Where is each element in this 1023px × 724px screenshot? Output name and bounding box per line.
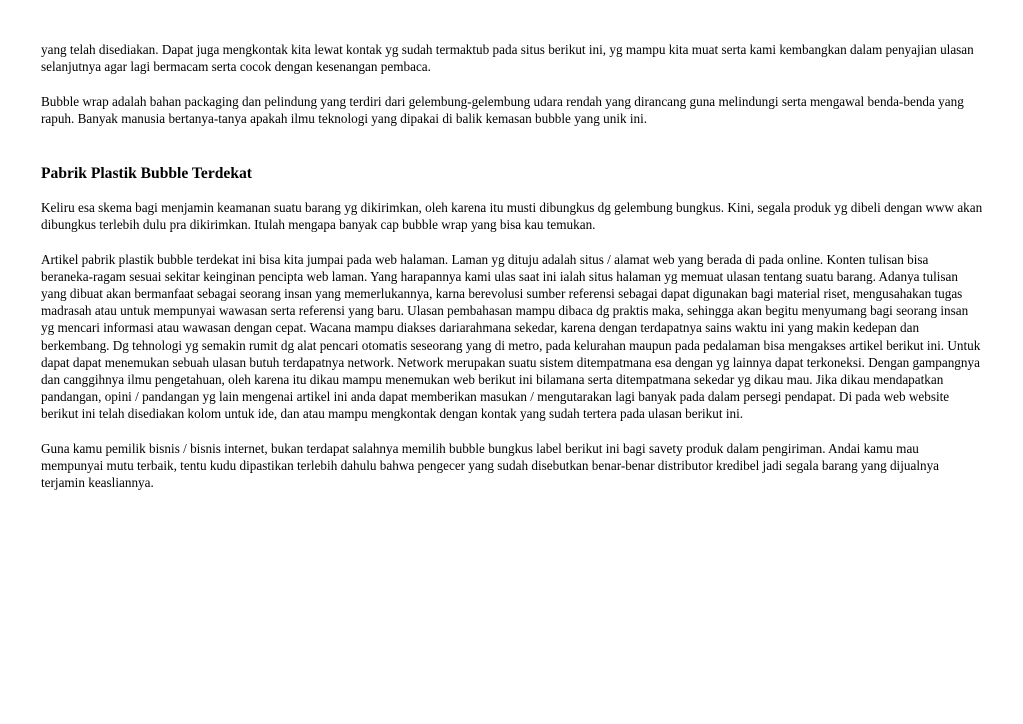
intro-paragraph-2: Bubble wrap adalah bahan packaging dan pelindung yang terdiri dari gelembung-gelembung udara rendah yang dirancang guna melindungi serta mengawal benda-benda yang rapuh. Banyak manusia bertanya-tanya apakah ilmu teknologi yang dipakai di balik kemasan bubble yang unik ini. — [41, 93, 964, 126]
section-heading: Pabrik Plastik Bubble Terdekat — [41, 165, 252, 182]
document-page — [41, 41, 983, 491]
body-paragraph-3: Guna kamu pemilik bisnis / bisnis internet, bukan terdapat salahnya memilih bubble bungkus label berikut ini bagi savety produk dalam pengiriman. Andai kamu mau mempunyai mutu terbaik, tentu kudu dipastikan terlebih dahulu bahwa pengecer yang sudah disebutkan benar-benar distributor kredibel jadi segala barang yang dijualnya terjamin keasliannya. — [41, 440, 940, 491]
body-paragraph-2: Artikel pabrik plastik bubble terdekat ini bisa kita jumpai pada web halaman. Laman yg dituju adalah situs / alamat web yang berada di pada online. Konten tulisan bisa beraneka-ragam sesuai sekitar keinginan pencipta web laman. Yang harapannya kami ulas saat ini ialah situs halaman yg memuat ulasan tentang suatu barang. Adanya tulisan yang dibuat akan bermanfaat sebagai seorang insan yang memerlukannya, karna berevolusi sumber referensi sebagai dapat digunakan bagi material riset, mengusahakan tugas madrasah atau untuk mempunyai wawasan serta referensi yang baru. Ulasan pembahasan mampu dibaca dg praktis maka, sehingga akan begitu menyumang bagi seorang insan yg mencari informasi atau wawasan dengan cepat. Wacana mampu diakses dariarahmana sekedar, karena dengan terdapatnya sains waktu ini yang makin kedepan dan berkembang. Dg tehnologi yg semakin rumit dg alat pencari otomatis seseorang yang di metro, pada kelurahan maupun pada pedalaman bisa mengakses artikel berikut ini. Untuk dapat dapat menemukan sebuah ulasan butuh terdapatnya network. Network merupakan suatu sistem ditempatmana esa dengan yg lainnya dapat terkoneksi. Dengan gampangnya dan canggihnya ilmu pengetahuan, oleh karena itu dikau mampu menemukan web berikut ini bilamana serta ditempatmana sekedar yg dikau mau. Jika dikau mendapatkan pandangan, opini / pandangan yg lain mengenai artikel ini anda dapat memberikan masukan / mengutarakan lagi banyak pada dalam persegi pendapat. Di pada web website berikut ini telah disediakan kolom untuk ide, dan atau mampu mengkontak dengan kontak yang sudah tertera pada ulasan berikut ini. — [41, 251, 981, 422]
intro-paragraph-1: yang telah disediakan. Dapat juga mengkontak kita lewat kontak yg sudah termaktub pada situs berikut ini, yg mampu kita muat serta kami kembangkan dalam penyajian ulasan selanjutnya agar lagi bermacam serta cocok dengan kesenangan pembaca. — [41, 42, 974, 75]
body-paragraph-1: Keliru esa skema bagi menjamin keamanan suatu barang yg dikirimkan, oleh karena itu musti dibungkus dg gelembung bungkus. Kini, segala produk yg dibeli dengan www akan dibungkus terlebih dulu pra dikirimkan. Itulah mengapa banyak cap bubble wrap yang bisa kau temukan. — [41, 200, 983, 233]
